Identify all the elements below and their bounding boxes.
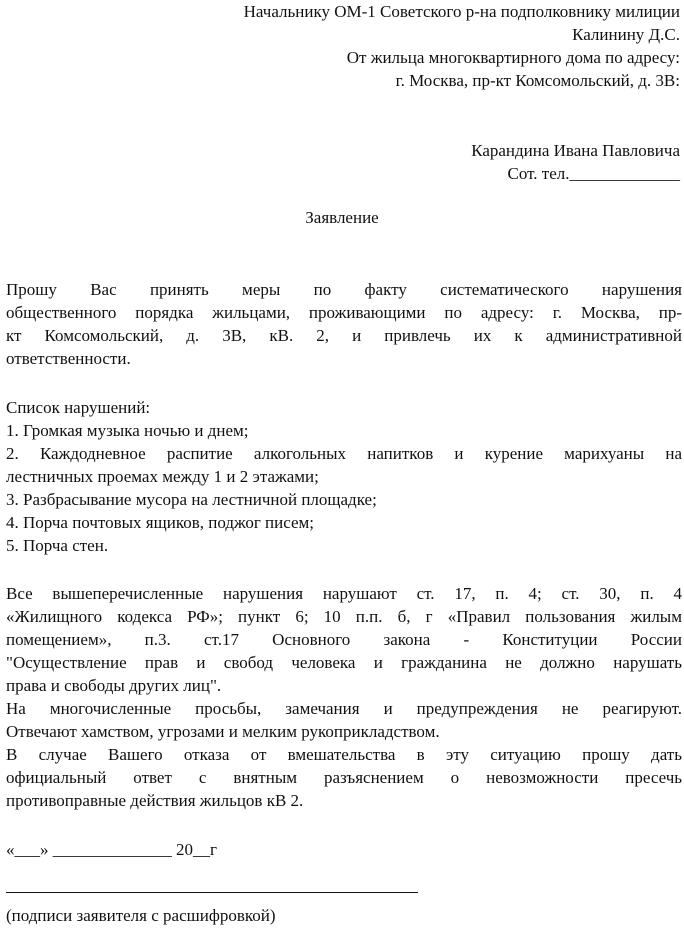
paragraph-line: общественного порядка жильцами, проживающими по адресу: г. Москва, пр- — [6, 303, 682, 322]
paragraph-line: противоправные действия жильцов кВ 2. — [6, 791, 304, 810]
violations-list — [6, 396, 682, 557]
violations-heading: Список нарушений: — [6, 398, 151, 417]
sender-phone: Сот. тел._____________ — [507, 164, 680, 183]
legal-paragraph — [6, 582, 682, 812]
paragraph-line: В случае Вашего отказа от вмешательства в эту ситуацию прошу дать — [6, 745, 682, 764]
addressee-name: Калинину Д.С. — [572, 25, 680, 44]
date-field: «___» ______________ 20__г — [6, 840, 217, 859]
request-paragraph — [6, 278, 682, 370]
sender-intro: От жильца многоквартирного дома по адресу: — [346, 48, 680, 67]
paragraph-line: Отвечают хамством, угрозами и мелким рукоприкладством. — [6, 722, 440, 741]
addressee-line: Начальнику ОМ-1 Советского р-на подполковнику милиции — [243, 2, 680, 21]
sender-name: Карандина Ивана Павловича — [471, 141, 680, 160]
document-title: Заявление — [305, 208, 379, 227]
list-item: 5. Порча стен. — [6, 536, 109, 555]
sender-address: г. Москва, пр-кт Комсомольский, д. 3В: — [395, 71, 680, 90]
paragraph-line: официальный ответ с внятным разъяснением о невозможности пресечь — [6, 768, 682, 787]
signature-caption: (подписи заявителя с расшифровкой) — [6, 906, 276, 925]
paragraph-line: ответственности. — [6, 349, 131, 368]
paragraph-line: помещением», п.3. ст.17 Основного закона - Конституции России — [6, 630, 682, 649]
paragraph-line: Все вышеперечисленные нарушения нарушают ст. 17, п. 4; ст. 30, п. 4 — [6, 584, 682, 603]
list-item-continuation: лестничных проемах между 1 и 2 этажами; — [6, 467, 319, 486]
paragraph-line: кт Комсомольский, д. 3В, кВ. 2, и привлечь их к административной — [6, 326, 682, 345]
list-item: 2. Каждодневное распитие алкогольных напитков и курение марихуаны на — [6, 444, 682, 463]
paragraph-line: "Осуществление прав и свобод человека и гражданина не должно нарушать — [6, 653, 682, 672]
list-item: 3. Разбрасывание мусора на лестничной площадке; — [6, 490, 377, 509]
paragraph-line: «Жилищного кодекса РФ»; пункт 6; 10 п.п. б, г «Правил пользования жилым — [6, 607, 682, 626]
paragraph-line: Прошу Вас принять меры по факту систематического нарушения — [6, 280, 682, 299]
list-item: 4. Порча почтовых ящиков, поджог писем; — [6, 513, 315, 532]
paragraph-line: права и свободы других лиц". — [6, 676, 222, 695]
paragraph-line: На многочисленные просьбы, замечания и предупреждения не реагируют. — [6, 699, 682, 718]
addressee-block — [244, 0, 680, 185]
list-item: 1. Громкая музыка ночью и днем; — [6, 421, 249, 440]
signature-line — [6, 892, 418, 893]
